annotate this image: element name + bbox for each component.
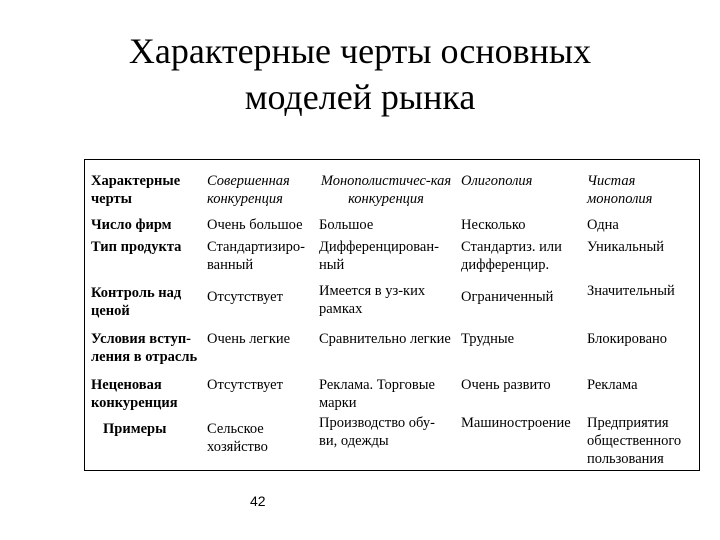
cell: Реклама. Торговые марки — [319, 377, 435, 411]
header-row — [85, 160, 700, 215]
title-line-2: моделей рынка — [244, 77, 476, 117]
table-row — [85, 322, 700, 368]
table-row — [85, 236, 700, 276]
cell: Стандартиз. или дифференцир. — [461, 239, 562, 273]
header-monopolistic-competition: Монополистичес-кая конкуренция — [320, 173, 452, 207]
header-pure-monopoly: Чистая монополия — [587, 173, 653, 207]
cell: Одна — [587, 217, 619, 233]
row-label-entry-conditions: Условия вступ-ления в отрасль — [91, 331, 198, 365]
header-characteristics: Характерные черты — [91, 173, 181, 207]
cell: Большое — [319, 217, 374, 233]
cell: Машиностроение — [461, 415, 571, 431]
cell: Отсутствует — [207, 289, 283, 305]
cell: Реклама — [587, 377, 638, 393]
cell: Очень развито — [461, 377, 551, 393]
market-models-table — [84, 159, 700, 471]
row-label-number-of-firms: Число фирм — [91, 217, 172, 233]
market-models-table-wrapper — [84, 159, 700, 471]
row-label-price-control: Контроль над ценой — [91, 285, 182, 319]
cell: Очень большое — [207, 217, 303, 233]
row-label-examples: Примеры — [103, 421, 167, 437]
cell: Трудные — [461, 331, 515, 347]
table-row — [85, 368, 700, 414]
page-number: 42 — [250, 493, 266, 509]
cell: Значительный — [587, 283, 675, 299]
cell: Несколько — [461, 217, 526, 233]
cell: Сравнительно легкие — [319, 331, 451, 347]
cell: Дифференцирован-ный — [319, 239, 439, 273]
table-row — [85, 276, 700, 322]
header-perfect-competition: Совершенная конкуренция — [207, 173, 290, 207]
header-oligopoly: Олигополия — [461, 173, 533, 189]
row-label-non-price-competition: Неценовая конкуренция — [91, 377, 178, 411]
cell: Очень легкие — [207, 331, 291, 347]
table-row — [85, 414, 700, 471]
row-label-product-type: Тип продукта — [91, 239, 182, 255]
cell: Блокировано — [587, 331, 668, 347]
cell: Производство обу-ви, одежды — [319, 415, 435, 449]
cell: Стандартизиро-ванный — [207, 239, 305, 273]
cell: Имеется в уз-ких рамках — [319, 283, 426, 317]
cell: Ограниченный — [461, 289, 554, 305]
cell: Уникальный — [587, 239, 665, 255]
title-line-1: Характерные черты основных — [128, 31, 592, 71]
cell: Отсутствует — [207, 377, 283, 393]
cell: Сельское хозяйство — [207, 421, 268, 455]
table-row — [85, 214, 700, 236]
slide-title — [0, 28, 720, 120]
cell: Предприятия общественного пользования — [587, 415, 682, 467]
